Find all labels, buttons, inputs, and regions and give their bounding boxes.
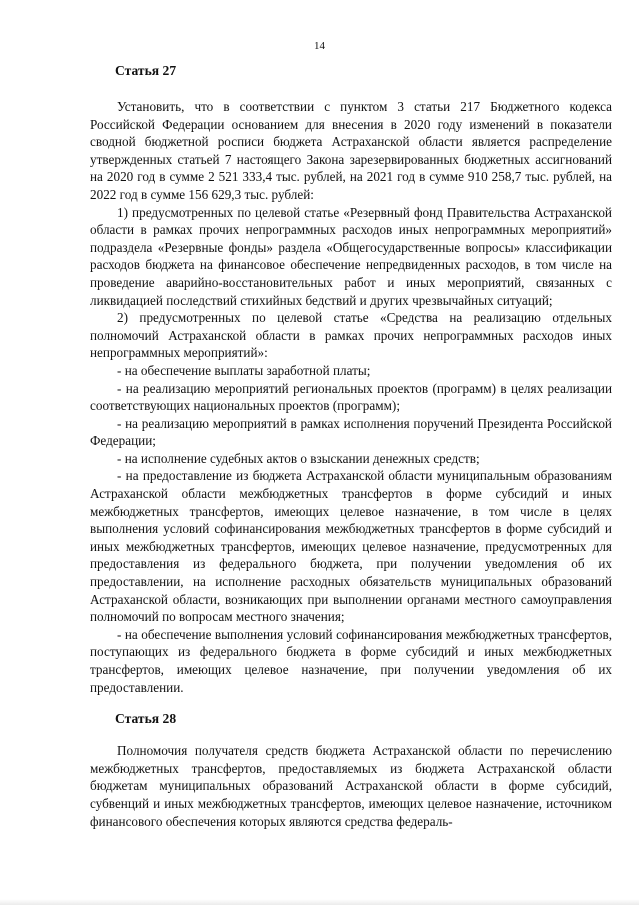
article-27-paragraph: Установить, что в соответствии с пунктом 3 статьи 217 Бюджетного кодекса Российской Федерации основанием для внесения в 2020 году изменений в показатели сводной бюджетной росписи бюджета Астраханской области является распределение утвержденных статьей 7 настоящего Закона зарезервированных бюджетных ассигнований на 2020 год в сумме 2 521 333,4 тыс. рублей, на 2021 год в сумме 910 258,7 тыс. рублей, на 2022 год в сумме 156 629,3 тыс. рублей: xyxy=(90,99,612,202)
article-27-bullet: - на предоставление из бюджета Астраханской области муниципальным образованиям Астраханской области межбюджетных трансфертов в форме субсидий и иных межбюджетных трансфертов, имеющих целевое назначение, в том числе в целях выполнения условий софинансирования межбюджетных трансфертов в форме субсидий и иных межбюджетных трансфертов, имеющих целевое назначение, предусмотренных для предоставления из федерального бюджета, при получении уведомления об их предоставлении, на исполнение расходных обязательств муниципальных образований Астраханской области, возникающих при выполнении органами местного самоуправления полномочий по вопросам местного значения; xyxy=(90,468,612,625)
article-28-paragraph: Полномочия получателя средств бюджета Астраханской области по перечислению межбюджетных трансфертов, предоставляемых из бюджета Астраханской области бюджетам муниципальных образований Астраханской области в форме субсидий, субвенций и иных межбюджетных трансфертов, имеющих целевое назначение, источником финансового обеспечения которых являются средства федераль- xyxy=(90,743,612,829)
article-27-bullet: - на исполнение судебных актов о взыскании денежных средств; xyxy=(117,450,480,466)
article-27-item-2: 2) предусмотренных по целевой статье «Средства на реализацию отдельных полномочий Астраханской области в рамках прочих непрограммных расходов иных непрограммных мероприятий»: xyxy=(90,310,612,361)
page-bottom-edge xyxy=(0,899,639,905)
page-number: 14 xyxy=(314,40,325,52)
article-27-item-1: 1) предусмотренных по целевой статье «Резервный фонд Правительства Астраханской области в рамках прочих непрограммных расходов иных непрограммных мероприятий» подраздела «Резервные фонды» раздела «Общегосударственные вопросы» классификации расходов бюджета на финансовое обеспечение непредвиденных расходов, в том числе на проведение аварийно-восстановительных работ и иных мероприятий, связанных с ликвидацией последствий стихийных бедствий и других чрезвычайных ситуаций; xyxy=(90,204,612,308)
article-27-title: Статья 27 xyxy=(115,63,177,78)
document-body xyxy=(90,62,612,830)
article-27-bullet: - на реализацию мероприятий в рамках исполнения поручений Президента Российской Федерации; xyxy=(90,415,612,449)
article-27-bullet: - на реализацию мероприятий региональных проектов (программ) в целях реализации соответствующих национальных проектов (программ); xyxy=(90,380,612,414)
article-27-bullet: - на обеспечение выполнения условий софинансирования межбюджетных трансфертов, поступающих из федерального бюджета в форме субсидий и иных межбюджетных трансфертов, имеющих целевое назначение, при получении уведомления об их предоставлении. xyxy=(90,626,612,695)
article-27-bullet: - на обеспечение выплаты заработной платы; xyxy=(117,362,371,378)
article-28-title: Статья 28 xyxy=(115,711,177,727)
